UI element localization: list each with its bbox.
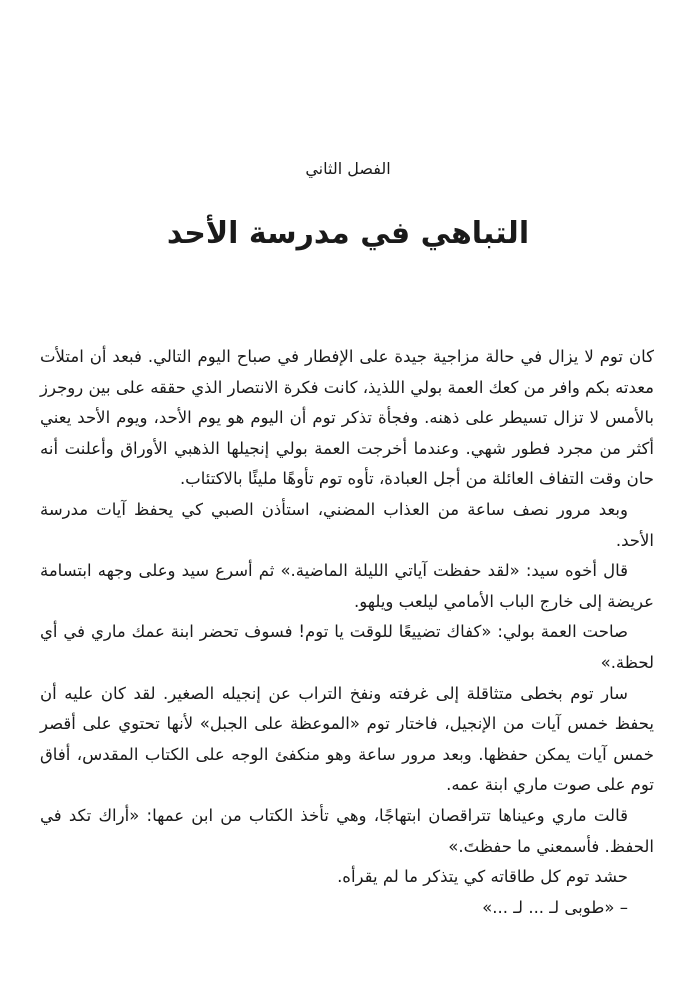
paragraph: قالت ماري وعيناها تتراقصان ابتهاجًا، وهي تأخذ الكتاب من ابن عمها: «أراك تكد في الحفظ. فأسمعني ما حفظتَ.» <box>40 805 654 856</box>
chapter-title: التباهي في مدرسة الأحد <box>166 216 530 251</box>
paragraph: كان توم لا يزال في حالة مزاجية جيدة على الإفطار في صباح اليوم التالي. فبعد أن امتلأت معدته بكم وافر من كعك العمة بولي اللذيذ، كانت فكرة الانتصار الذي حققه على بين روجرز بالأمس لا تزال تسيطر على ذهنه. وفجأة تذكر توم أن اليوم هو يوم الأحد، ويوم الأحد يعني أكثر من مجرد فطور شهي. وعندما أخرجت العمة بولي إنجيلها الذهبي الأوراق وأعلنت أنه حان وقت التفاف العائلة من أجل العبادة، تأوه توم تأوهًا مليئًا بالاكتئاب. <box>40 347 654 489</box>
paragraph: – «طوبى لـ ... لـ ...» <box>482 897 628 917</box>
paragraph: وبعد مرور نصف ساعة من العذاب المضني، استأذن الصبي كي يحفظ آيات مدرسة الأحد. <box>40 499 654 550</box>
paragraph: سار توم بخطى متثاقلة إلى غرفته ونفخ التراب عن إنجيله الصغير. لقد كان عليه أن يحفظ خمس آيات من الإنجيل، فاختار توم «الموعظة على الجبل» لأنها تحتوي على أقصر خمس آيات يمكن حفظها. وبعد مرور ساعة وهو منكفئ الوجه على الكتاب المقدس، أفاق توم على صوت ماري ابنة عمه. <box>40 683 654 795</box>
chapter-body <box>40 342 654 923</box>
paragraph: حشد توم كل طاقاته كي يتذكر ما لم يقرأه. <box>337 867 628 887</box>
paragraph: قال أخوه سيد: «لقد حفظت آياتي الليلة الماضية.» ثم أسرع سيد وعلى وجهه ابتسامة عريضة إلى خارج الباب الأمامي ليلعب ويلهو. <box>40 561 654 611</box>
chapter-label: الفصل الثاني <box>305 159 391 178</box>
paragraph: صاحت العمة بولي: «كفاك تضييعًا للوقت يا توم! فسوف تحضر ابنة عمك ماري في أي لحظة.» <box>40 622 654 672</box>
